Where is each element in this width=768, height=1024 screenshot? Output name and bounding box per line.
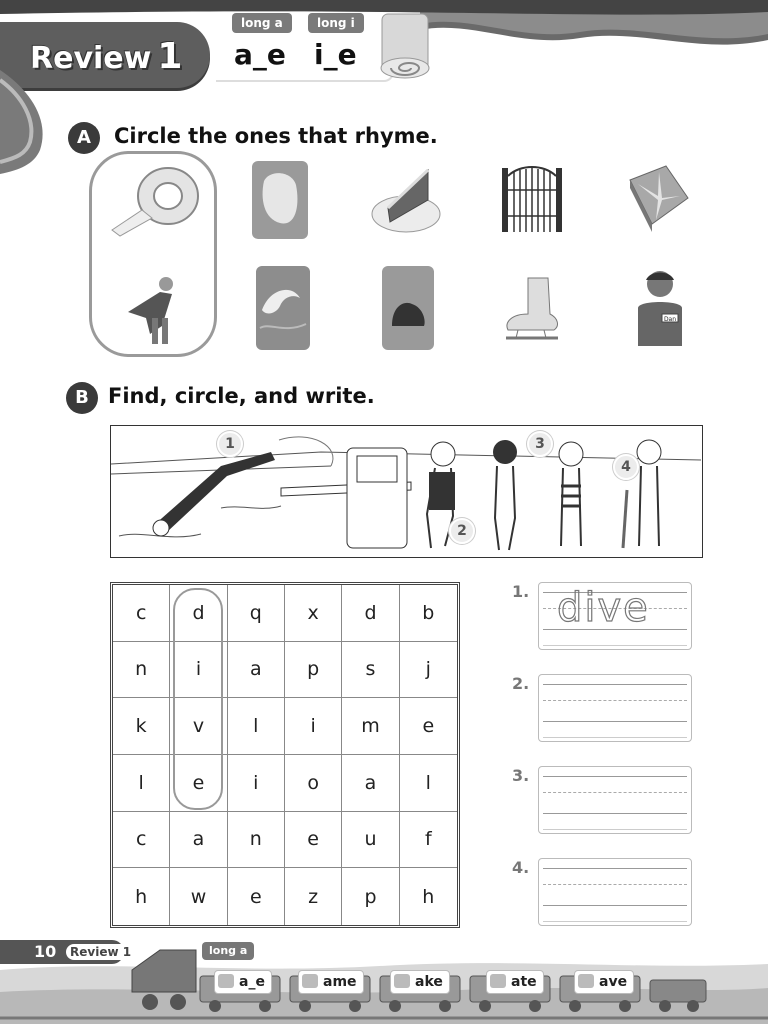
section-b-badge: B xyxy=(66,382,98,414)
tape-icon[interactable] xyxy=(106,160,202,240)
gate-icon[interactable] xyxy=(500,160,564,234)
train-car-ake: ake xyxy=(390,970,450,994)
grid-cell[interactable]: n xyxy=(113,642,170,699)
scroll-icon xyxy=(374,12,436,80)
grid-cell[interactable]: h xyxy=(422,885,435,908)
review-title: Review 1 xyxy=(30,36,183,77)
grid-cell[interactable]: i xyxy=(228,755,285,812)
answer-line-2[interactable] xyxy=(538,674,692,742)
grid-cell[interactable]: c xyxy=(113,585,170,642)
pool-scene-drawing xyxy=(111,426,701,556)
boy-with-name-tag-icon[interactable] xyxy=(632,268,688,348)
grid-cell[interactable]: e xyxy=(170,755,227,812)
gate-small-icon xyxy=(490,974,506,988)
grid-cell[interactable]: z xyxy=(285,868,342,925)
grid-cell[interactable]: a xyxy=(342,755,399,812)
train-tag-long-a: long a xyxy=(202,942,254,960)
tag-long-i: long i xyxy=(308,13,364,33)
grid-cell[interactable]: h xyxy=(113,868,170,925)
game-icon xyxy=(302,974,318,988)
pattern-i-e: i_e xyxy=(314,38,357,71)
grid-cell[interactable]: o xyxy=(285,755,342,812)
grid-cell[interactable]: l xyxy=(400,755,457,812)
grid-cell[interactable]: d xyxy=(342,585,399,642)
scene-number-1: 1 xyxy=(217,431,243,457)
snail-icon xyxy=(218,974,234,988)
grid-cell[interactable]: j xyxy=(400,642,457,699)
grid-cell[interactable]: k xyxy=(113,698,170,755)
section-b-instruction: Find, circle, and write. xyxy=(108,384,375,408)
grid-cell[interactable]: p xyxy=(342,868,399,925)
answer-number-4: 4. xyxy=(512,858,530,877)
grid-cell[interactable]: u xyxy=(342,812,399,869)
grid-cell[interactable]: p xyxy=(285,642,342,699)
answer-number-3: 3. xyxy=(512,766,530,785)
grid-cell[interactable]: n xyxy=(228,812,285,869)
corner-swirl-decoration xyxy=(0,70,70,180)
answer-number-2: 2. xyxy=(512,674,530,693)
grid-cell[interactable]: a xyxy=(228,642,285,699)
cake-small-icon xyxy=(394,974,410,988)
grid-cell[interactable]: a xyxy=(170,812,227,869)
wave-icon[interactable] xyxy=(254,264,312,352)
grid-cell[interactable]: e xyxy=(400,698,457,755)
tag-long-a: long a xyxy=(232,13,292,33)
answer-line-3[interactable] xyxy=(538,766,692,834)
section-a-instruction: Circle the ones that rhyme. xyxy=(114,124,438,148)
grid-cell[interactable]: d xyxy=(170,585,227,642)
grid-cell[interactable]: s xyxy=(342,642,399,699)
grid-cell[interactable]: i xyxy=(170,642,227,699)
grid-cell[interactable]: e xyxy=(285,812,342,869)
grid-cell[interactable]: x xyxy=(285,585,342,642)
page-number: 10 xyxy=(34,942,57,961)
grid-cell[interactable]: c xyxy=(113,812,170,869)
grid-cell[interactable]: q xyxy=(228,585,285,642)
train-car-a-e: a_e xyxy=(214,970,272,994)
game-board-icon[interactable] xyxy=(626,162,690,234)
name-tag-text: Dan xyxy=(663,316,677,323)
train-car-ate: ate xyxy=(486,970,544,994)
section-a-badge: A xyxy=(68,122,100,154)
grid-cell[interactable]: w xyxy=(170,868,227,925)
answer-line-4[interactable] xyxy=(538,858,692,926)
scene-number-2: 2 xyxy=(449,518,475,544)
word-search-grid xyxy=(110,582,460,928)
scene-number-3: 3 xyxy=(527,431,553,457)
train-car-ame: ame xyxy=(298,970,364,994)
grid-cell[interactable]: i xyxy=(285,698,342,755)
answer-line-1[interactable] xyxy=(538,582,692,650)
grid-cell[interactable]: m xyxy=(342,698,399,755)
wave-small-icon xyxy=(578,974,594,988)
pattern-a-e: a_e xyxy=(234,38,286,71)
scene-number-4: 4 xyxy=(613,454,639,480)
cave-icon[interactable] xyxy=(380,264,436,352)
grid-cell[interactable]: v xyxy=(170,698,227,755)
grid-cell[interactable]: b xyxy=(400,585,457,642)
pond-icon[interactable] xyxy=(250,159,310,241)
grid-cell[interactable]: l xyxy=(228,698,285,755)
grid-cell[interactable]: e xyxy=(228,868,285,925)
grid-cell[interactable]: f xyxy=(400,812,457,869)
answer-number-1: 1. xyxy=(512,582,530,601)
scene-illustration xyxy=(110,425,703,558)
cake-icon[interactable] xyxy=(368,160,444,238)
page-section-label: Review 1 xyxy=(66,944,135,960)
grid-cell[interactable]: l xyxy=(113,755,170,812)
traced-answer-word: dive xyxy=(557,585,650,631)
train-car-ave: ave xyxy=(574,970,634,994)
skate-icon[interactable] xyxy=(498,274,562,346)
cape-icon[interactable] xyxy=(126,274,186,350)
